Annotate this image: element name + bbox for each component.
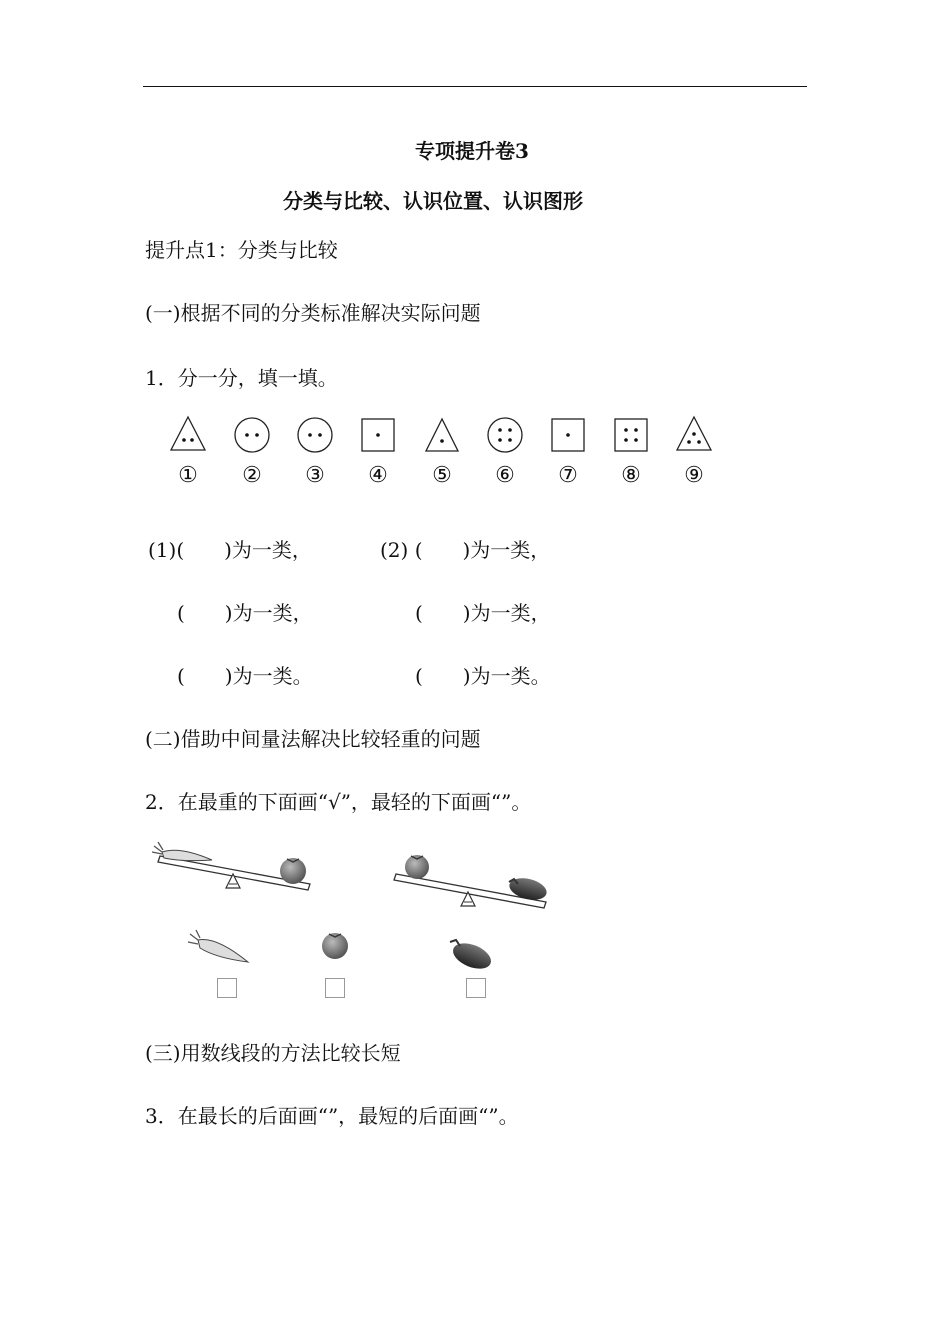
circle-icon	[488, 418, 522, 452]
shape-label: ⑧	[621, 463, 641, 488]
answer-box-carrot[interactable]	[217, 978, 237, 998]
shapes-row	[160, 414, 730, 462]
square-icon	[362, 419, 394, 451]
shape-label: ③	[305, 463, 325, 488]
part1-heading: (一)根据不同的分类标准解决实际问题	[145, 301, 481, 325]
tomato-icon	[405, 855, 429, 879]
tomato-icon	[322, 933, 348, 959]
answer-line[interactable]: ( )为一类，	[415, 601, 551, 625]
header-rule	[143, 86, 807, 87]
page-title: 专项提升卷3	[415, 139, 529, 163]
tomato-icon	[280, 858, 306, 884]
page-subtitle: 分类与比较、认识位置、认识图形	[283, 189, 583, 213]
eggplant-icon	[449, 938, 494, 973]
answer-line[interactable]: (2) ( )为一类，	[380, 538, 551, 562]
square-icon	[552, 419, 584, 451]
part3-heading: (三)用数线段的方法比较长短	[145, 1041, 401, 1065]
circle-icon	[235, 418, 269, 452]
answer-line[interactable]: ( )为一类，	[177, 601, 313, 625]
scale-2	[394, 855, 549, 908]
shape-label: ①	[178, 463, 198, 488]
shape-label: ⑦	[558, 463, 578, 488]
answer-box-eggplant[interactable]	[466, 978, 486, 998]
answer-line[interactable]: (1)( )为一类，	[148, 538, 312, 562]
circle-icon	[298, 418, 332, 452]
carrot-icon	[188, 930, 248, 962]
question-1-stem: 1．分一分，填一填。	[145, 366, 338, 390]
balance-scales-illustration	[150, 832, 570, 1012]
triangle-icon	[677, 417, 711, 450]
square-icon	[615, 419, 647, 451]
part2-heading: (二)借助中间量法解决比较轻重的问题	[145, 727, 481, 751]
scale-1	[152, 842, 310, 890]
answer-box-tomato[interactable]	[325, 978, 345, 998]
shape-label: ⑥	[495, 463, 515, 488]
question-2-stem: 2．在最重的下面画“√”，最轻的下面画“”。	[145, 790, 532, 814]
shape-label: ④	[368, 463, 388, 488]
section-heading: 提升点1：分类与比较	[145, 238, 338, 262]
triangle-icon	[171, 417, 205, 450]
answer-line[interactable]: ( )为一类。	[415, 664, 551, 688]
shape-label: ⑤	[432, 463, 452, 488]
shape-label: ②	[242, 463, 262, 488]
shape-label: ⑨	[684, 463, 704, 488]
triangle-icon	[426, 419, 458, 451]
answer-line[interactable]: ( )为一类。	[177, 664, 313, 688]
question-3-stem: 3．在最长的后面画“”，最短的后面画“”。	[145, 1104, 519, 1128]
